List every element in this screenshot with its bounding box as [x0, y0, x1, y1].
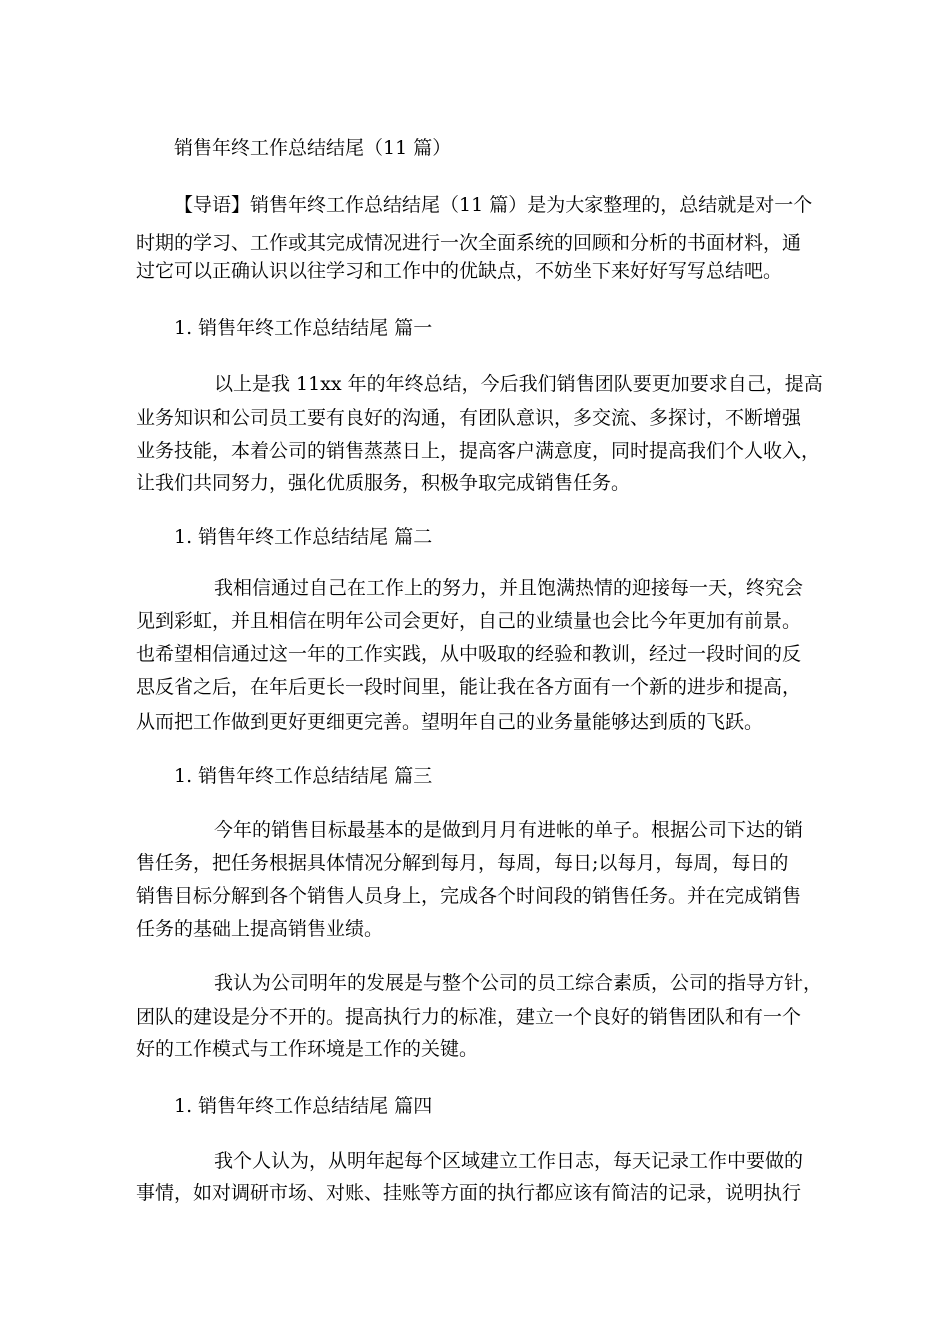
paragraph-line: 业务知识和公司员工要有良好的沟通，有团队意识，多交流、多探讨，不断增强 [136, 407, 802, 429]
paragraph-line: 任务的基础上提高销售业绩。 [136, 918, 384, 940]
paragraph-line: 我相信通过自己在工作上的努力，并且饱满热情的迎接每一天，终究会 [214, 577, 804, 599]
paragraph-line: 也希望相信通过这一年的工作实践，从中吸取的经验和教训，经过一段时间的反 [136, 643, 802, 665]
section-heading: 1. 销售年终工作总结结尾 篇一 [174, 317, 433, 339]
paragraph-line: 从而把工作做到更好更细更完善。望明年自己的业务量能够达到质的飞跃。 [136, 711, 764, 733]
paragraph-line: 团队的建设是分不开的。提高执行力的标准，建立一个良好的销售团队和有一个 [136, 1006, 802, 1028]
intro-line: 【导语】销售年终工作总结结尾（11 篇）是为大家整理的，总结就是对一个 [174, 194, 813, 216]
document-title: 销售年终工作总结结尾（11 篇） [174, 137, 452, 159]
paragraph-line: 见到彩虹，并且相信在明年公司会更好，自己的业绩量也会比今年更加有前景。 [136, 610, 802, 632]
paragraph-line: 销售目标分解到各个销售人员身上，完成各个时间段的销售任务。并在完成销售 [136, 885, 802, 907]
section-heading: 1. 销售年终工作总结结尾 篇二 [174, 526, 433, 548]
paragraph-line: 事情，如对调研市场、对账、挂账等方面的执行都应该有简洁的记录，说明执行 [136, 1182, 802, 1204]
section-heading: 1. 销售年终工作总结结尾 篇三 [174, 765, 433, 787]
intro-line: 过它可以正确认识以往学习和工作中的优缺点，不妨坐下来好好写写总结吧。 [136, 260, 783, 282]
section-heading: 1. 销售年终工作总结结尾 篇四 [174, 1095, 433, 1117]
paragraph-line: 以上是我 11xx 年的年终总结，今后我们销售团队要更加要求自己，提高 [214, 373, 823, 395]
intro-line: 时期的学习、工作或其完成情况进行一次全面系统的回顾和分析的书面材料，通 [136, 232, 802, 254]
paragraph-line: 让我们共同努力，强化优质服务，积极争取完成销售任务。 [136, 472, 631, 494]
paragraph-line: 好的工作模式与工作环境是工作的关键。 [136, 1038, 479, 1060]
paragraph-line: 思反省之后，在年后更长一段时间里，能让我在各方面有一个新的进步和提高， [136, 676, 802, 698]
paragraph-line: 今年的销售目标最基本的是做到月月有进帐的单子。根据公司下达的销 [214, 819, 804, 841]
paragraph-line: 我个人认为，从明年起每个区域建立工作日志，每天记录工作中要做的 [214, 1150, 804, 1172]
paragraph-line: 我认为公司明年的发展是与整个公司的员工综合素质，公司的指导方针， [214, 972, 823, 994]
paragraph-line: 业务技能，本着公司的销售蒸蒸日上，提高客户满意度，同时提高我们个人收入， [136, 440, 821, 462]
paragraph-line: 售任务，把任务根据具体情况分解到每月，每周，每日;以每月，每周，每日的 [136, 852, 789, 874]
